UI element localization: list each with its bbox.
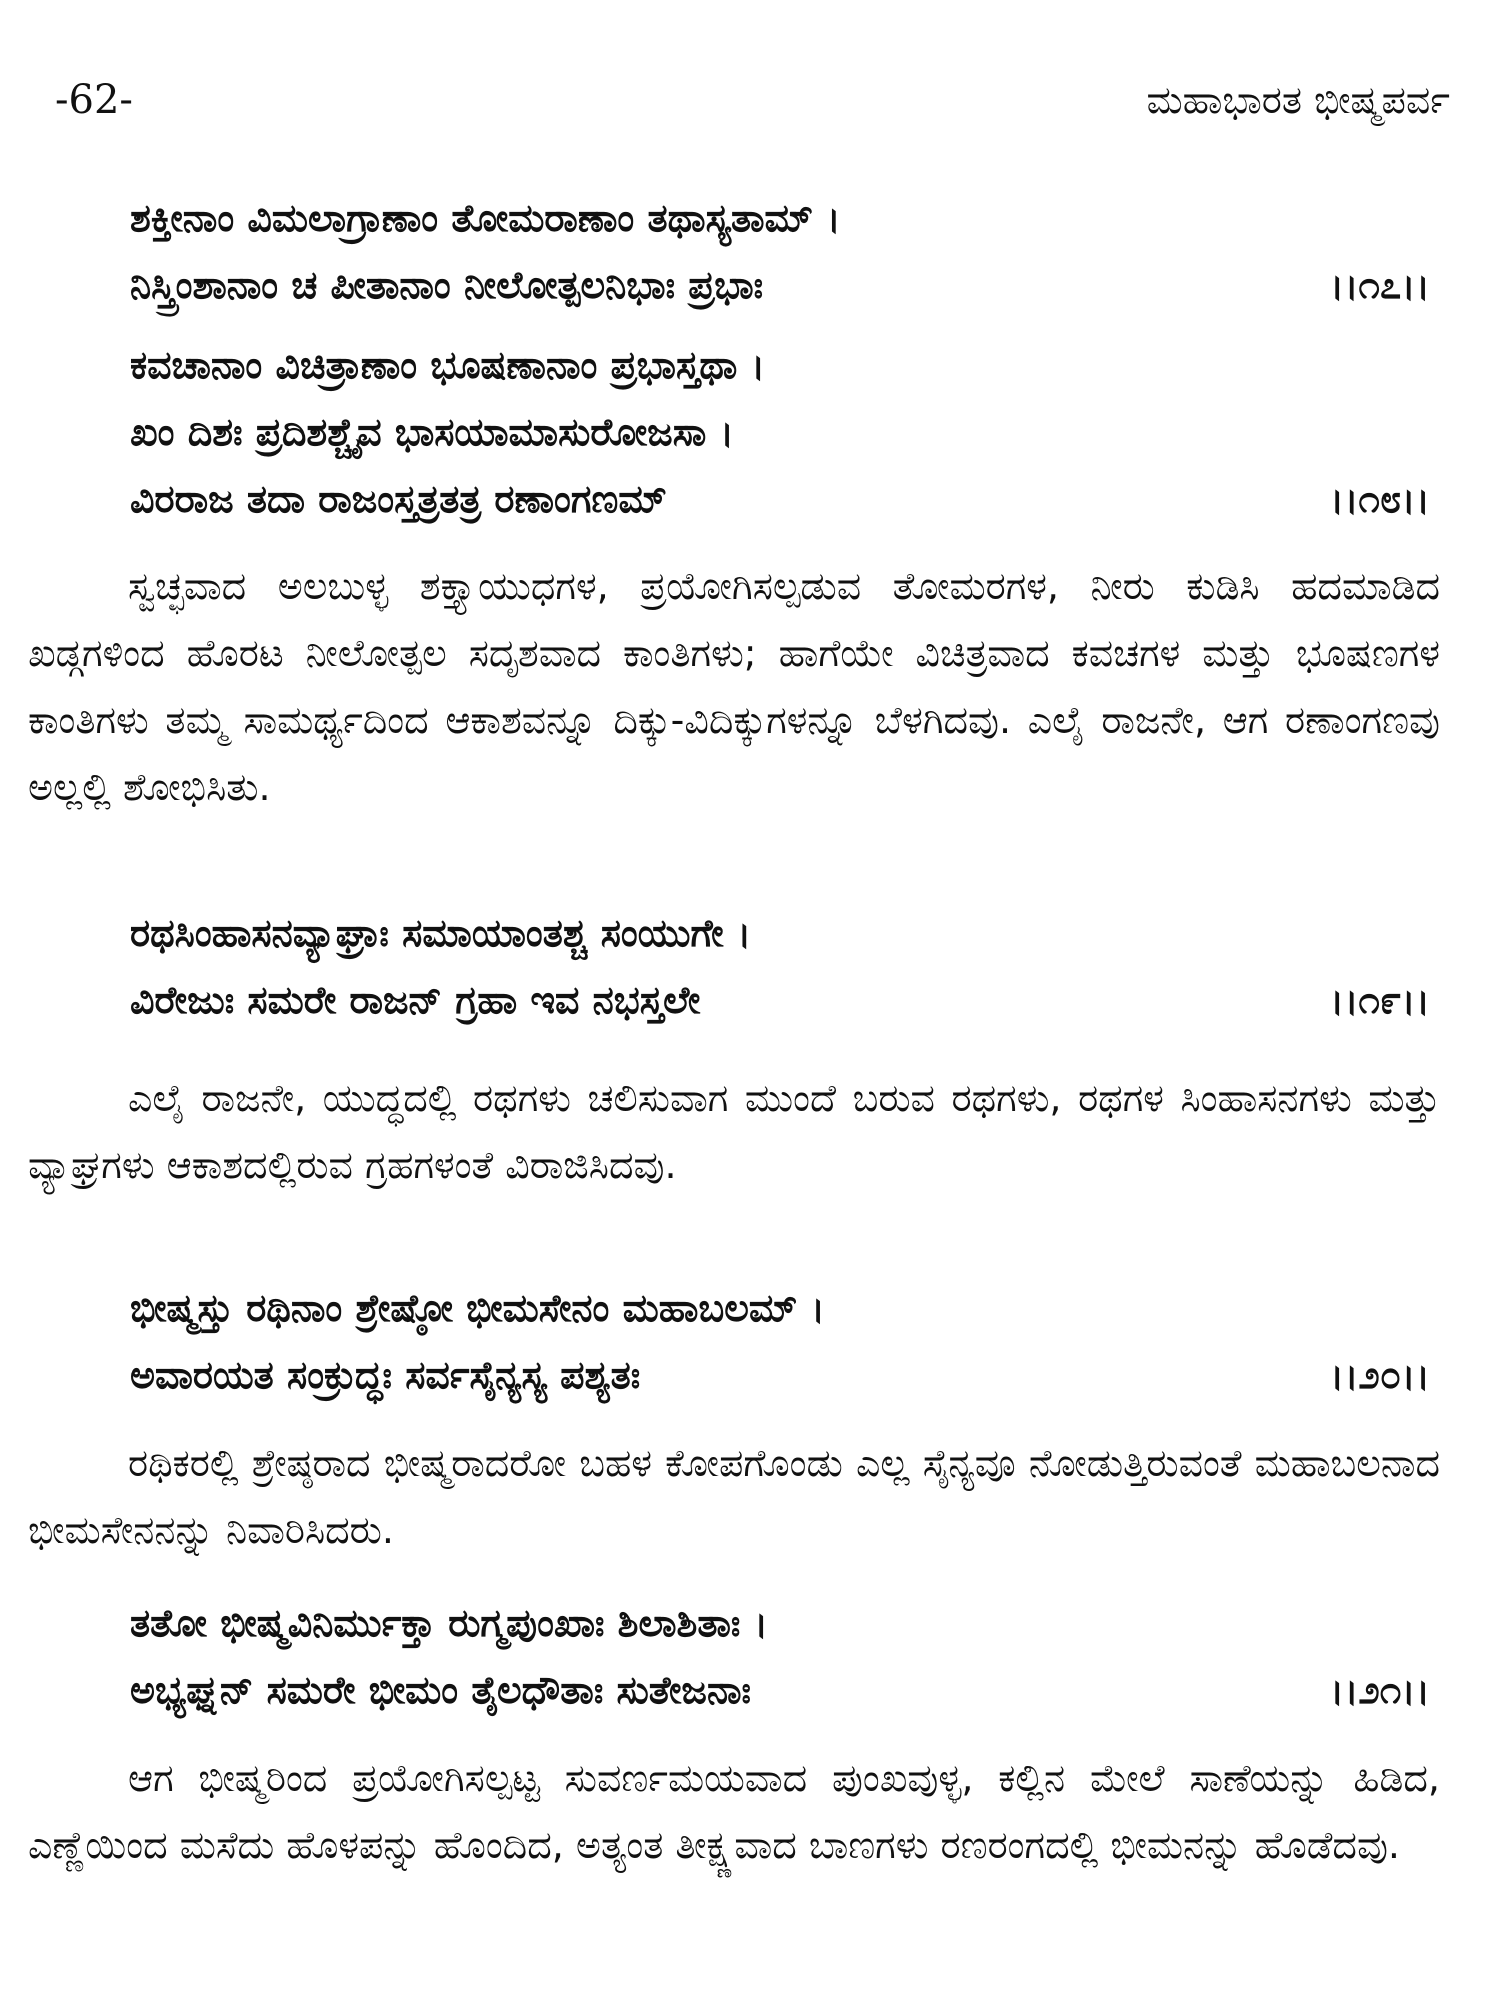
verse-line-text: ತತೋ ಭೀಷ್ಮವಿನಿರ್ಮುಕ್ತಾ ರುಗ್ಮಪುಂಖಾಃ ಶಿಲಾಶಿತಾಃ । [130, 1601, 769, 1645]
verse-19 [130, 900, 1440, 1034]
translation-paragraph-20: ರಥಿಕರಲ್ಲಿ ಶ್ರೇಷ್ಠರಾದ ಭೀಷ್ಮರಾದರೋ ಬಹಳ ಕೋಪಗೊಂಡು ಎಲ್ಲ ಸೈನ್ಯವೂ ನೋಡುತ್ತಿರುವಂತೆ ಮಹಾಬಲನಾದ ಭೀಮಸೇನನನ್ನು ನಿವಾರಿಸಿದರು. [28, 1441, 1440, 1552]
translation-paragraph-21: ಆಗ ಭೀಷ್ಮರಿಂದ ಪ್ರಯೋಗಿಸಲ್ಪಟ್ಟ ಸುವರ್ಣಮಯವಾದ ಪುಂಖವುಳ್ಳ, ಕಲ್ಲಿನ ಮೇಲೆ ಸಾಣೆಯನ್ನು ಹಿಡಿದ, ಎಣ್ಣೆಯಿಂದ ಮಸೆದು ಹೊಳಪನ್ನು ಹೊಂದಿದ, ಅತ್ಯಂತ ತೀಕ್ಷ್ಣವಾದ ಬಾಣಗಳು ರಣರಂಗದಲ್ಲಿ ಭೀಮನನ್ನು ಹೊಡೆದವು. [28, 1756, 1440, 1867]
verse-line-text: ವಿರೇಜುಃ ಸಮರೇ ರಾಜನ್ ಗ್ರಹಾ ಇವ ನಭಸ್ತಲೇ [130, 978, 701, 1022]
verse-number: ।।೨೦।। [1329, 1353, 1430, 1397]
verse-line [130, 1590, 1440, 1657]
running-title: ಮಹಾಭಾರತ ಭೀಷ್ಮಪರ್ವ [1146, 78, 1450, 122]
verse-number: ।।೧೯।। [1329, 978, 1430, 1022]
verse-line-text: ಭೀಷ್ಮಸ್ತು ರಥಿನಾಂ ಶ್ರೇಷ್ಠೋ ಭೀಮಸೇನಂ ಮಹಾಬಲಮ್ । [130, 1286, 825, 1330]
verse-line-text: ಖಂ ದಿಶಃ ಪ್ರದಿಶಶ್ಚೈವ ಭಾಸಯಾಮಾಸುರೋಜಸಾ । [130, 410, 734, 454]
verse-number: ।।೨೧।। [1329, 1668, 1430, 1712]
verse-line [130, 967, 1440, 1034]
verse-line-text: ನಿಸ್ತ್ರಿಂಶಾನಾಂ ಚ ಪೀತಾನಾಂ ನೀಲೋತ್ಪಲನಿಭಾಃ ಪ್ರಭಾಃ [130, 263, 764, 307]
verse-line-text: ರಥಸಿಂಹಾಸನವ್ಯಾಘ್ರಾಃ ಸಮಾಯಾಂತಶ್ಚ ಸಂಯುಗೇ । [130, 911, 752, 955]
verse-line-text: ಅಭ್ಯಘ್ನನ್ ಸಮರೇ ಭೀಮಂ ತೈಲಧೌತಾಃ ಸುತೇಜನಾಃ [130, 1668, 751, 1712]
verse-line-text: ಅವಾರಯತ ಸಂಕ್ರುದ್ಧಃ ಸರ್ವಸೈನ್ಯಸ್ಯ ಪಶ್ಯತಃ [130, 1353, 641, 1397]
verse-line [130, 900, 1440, 967]
verse-line [130, 1342, 1440, 1409]
verse-line [130, 252, 1440, 319]
verse-line-text: ಶಕ್ತೀನಾಂ ವಿಮಲಾಗ್ರಾಣಾಂ ತೋಮರಾಣಾಂ ತಥಾಸ್ಯತಾಮ್ । [130, 196, 841, 240]
verse-17 [130, 185, 1440, 319]
verse-line [130, 1275, 1440, 1342]
verse-line [130, 466, 1440, 533]
verse-21 [130, 1590, 1440, 1724]
verse-line [130, 185, 1440, 252]
verse-line [130, 399, 1440, 466]
verse-line [130, 1657, 1440, 1724]
page-header [50, 70, 1450, 140]
page-number: -62- [55, 77, 133, 123]
verse-number: ।।೧೭।। [1329, 263, 1430, 307]
verse-18 [130, 332, 1440, 533]
verse-number: ।।೧೮।। [1329, 477, 1430, 521]
verse-line-text: ವಿರರಾಜ ತದಾ ರಾಜಂಸ್ತತ್ರತತ್ರ ರಣಾಂಗಣಮ್ [130, 477, 667, 521]
verse-20 [130, 1275, 1440, 1409]
verse-line [130, 332, 1440, 399]
translation-paragraph-19: ಎಲೈ ರಾಜನೇ, ಯುದ್ಧದಲ್ಲಿ ರಥಗಳು ಚಲಿಸುವಾಗ ಮುಂದೆ ಬರುವ ರಥಗಳು, ರಥಗಳ ಸಿಂಹಾಸನಗಳು ಮತ್ತು ವ್ಯಾಘ್ರಗಳು ಆಕಾಶದಲ್ಲಿರುವ ಗ್ರಹಗಳಂತೆ ವಿರಾಜಿಸಿದವು. [28, 1076, 1440, 1187]
translation-paragraph-18: ಸ್ವಚ್ಛವಾದ ಅಲಬುಳ್ಳ ಶಕ್ತ್ಯಾಯುಧಗಳ, ಪ್ರಯೋಗಿಸಲ್ಪಡುವ ತೋಮರಗಳ, ನೀರು ಕುಡಿಸಿ ಹದಮಾಡಿದ ಖಡ್ಗಗಳಿಂದ ಹೊರಟ ನೀಲೋತ್ಪಲ ಸದೃಶವಾದ ಕಾಂತಿಗಳು; ಹಾಗೆಯೇ ವಿಚಿತ್ರವಾದ ಕವಚಗಳ ಮತ್ತು ಭೂಷಣಗಳ ಕಾಂತಿಗಳು ತಮ್ಮ ಸಾಮರ್ಥ್ಯದಿಂದ ಆಕಾಶವನ್ನೂ ದಿಕ್ಕು-ವಿದಿಕ್ಕುಗಳನ್ನೂ ಬೆಳಗಿದವು. ಎಲೈ ರಾಜನೇ, ಆಗ ರಣಾಂಗಣವು ಅಲ್ಲಲ್ಲಿ ಶೋಭಿಸಿತು. [28, 564, 1440, 809]
verse-line-text: ಕವಚಾನಾಂ ವಿಚಿತ್ರಾಣಾಂ ಭೂಷಣಾನಾಂ ಪ್ರಭಾಸ್ತಥಾ । [130, 343, 766, 387]
